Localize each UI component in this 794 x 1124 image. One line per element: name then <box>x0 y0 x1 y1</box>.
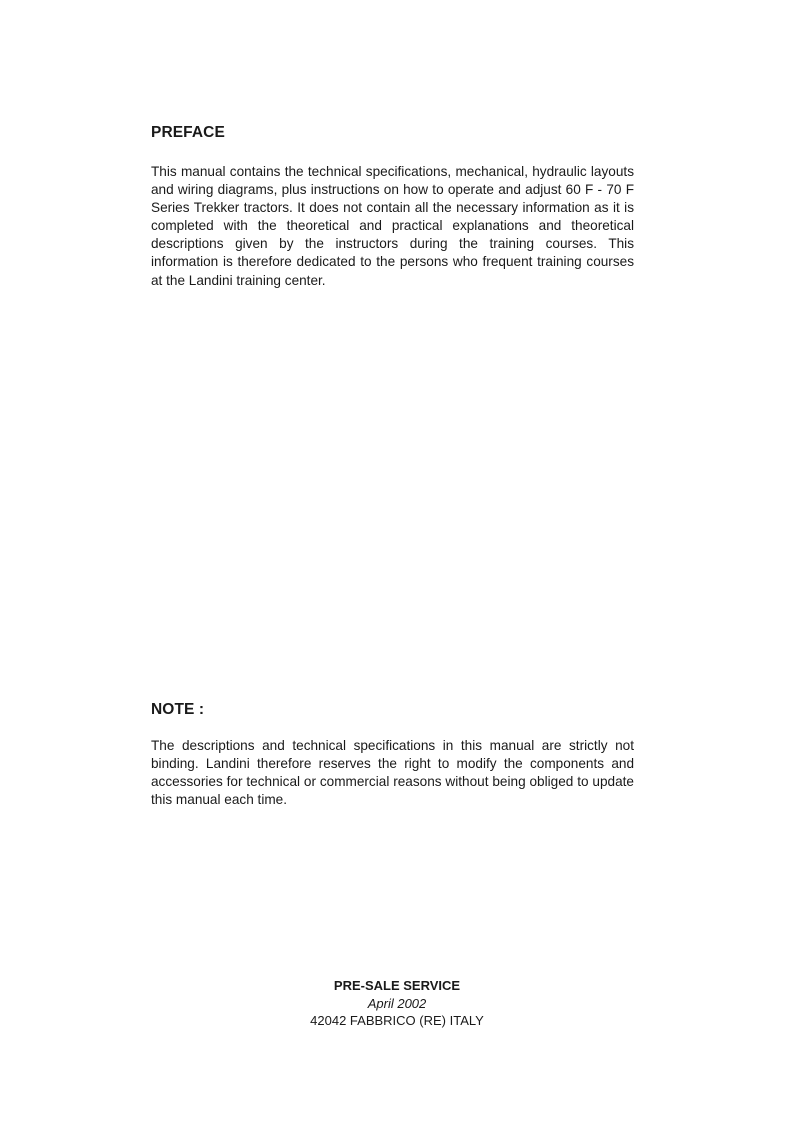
footer-address: 42042 FABBRICO (RE) ITALY <box>310 1013 484 1028</box>
footer-date: April 2002 <box>367 995 427 1011</box>
preface-heading: PREFACE <box>151 124 225 141</box>
note-heading: NOTE : <box>151 701 205 718</box>
publisher-footer <box>0 977 794 1030</box>
preface-paragraph: This manual contains the technical specifications, mechanical, hydraulic layouts and wiring diagrams, plus instructions on how to operate and adjust 60 F - 70 F Series Trekker tractors. It does not contain all the necessary information as it is completed with the theoretical and practical explanations and theoretical descriptions given by the instructors during the training courses. This information is therefore dedicated to the persons who frequent training courses at the Landini training center. <box>151 164 634 288</box>
footer-department: PRE-SALE SERVICE <box>333 978 461 993</box>
note-paragraph: The descriptions and technical specifications in this manual are strictly not binding. Landini therefore reserves the right to modify the components and accessories for technical or commercial reasons without being obliged to update this manual each time. <box>151 738 634 808</box>
